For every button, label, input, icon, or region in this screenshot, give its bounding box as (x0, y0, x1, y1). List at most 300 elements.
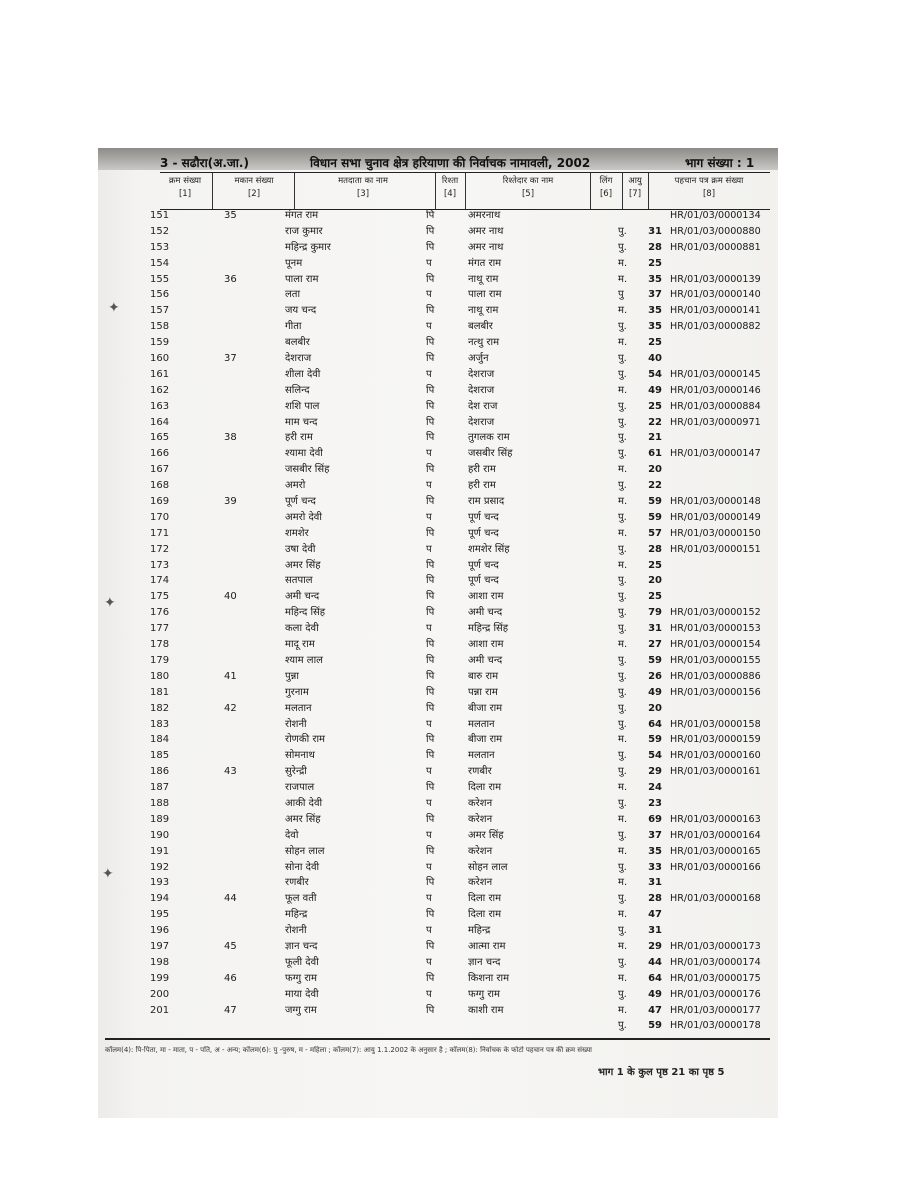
age: 44 (648, 956, 662, 968)
relative-name: करेशन (468, 797, 493, 809)
relation: पि (426, 527, 435, 539)
gender: पु. (618, 750, 627, 762)
relative-name: रणबीर (468, 766, 492, 778)
col-voter-name: मतदाता का नाम [3] (338, 176, 388, 199)
serial-number: 162 (150, 384, 170, 396)
voter-row (140, 399, 770, 415)
serial-number: 175 (150, 591, 170, 603)
epic-number: HR/01/03/0000140 (670, 289, 761, 301)
relation: प (426, 925, 432, 937)
epic-number: HR/01/03/0000882 (670, 321, 761, 333)
gender: पु. (618, 1020, 627, 1032)
age: 25 (648, 257, 662, 269)
house-number: 47 (224, 1004, 237, 1016)
age: 61 (648, 448, 662, 460)
serial-number: 196 (150, 925, 170, 937)
house-number: 45 (224, 940, 237, 952)
serial-number: 170 (150, 511, 170, 523)
voter-row (140, 844, 770, 860)
house-number: 39 (224, 496, 237, 508)
voter-name: मलतान (285, 702, 312, 714)
voter-row (140, 605, 770, 621)
voter-row (140, 907, 770, 923)
voter-name: कला देवी (285, 623, 319, 635)
relative-name: जसबीर सिंह (468, 448, 513, 460)
relative-name: पूर्ण चन्द (468, 575, 499, 587)
relation: प (426, 257, 432, 269)
relative-name: अमर नाथ (468, 241, 504, 253)
serial-number: 198 (150, 956, 170, 968)
relative-name: देश राज (468, 400, 498, 412)
voter-name: पूनम (285, 257, 303, 269)
gender: पु. (618, 718, 627, 730)
epic-number: HR/01/03/0000178 (670, 1020, 761, 1032)
voter-name: शीला देवी (285, 368, 321, 380)
voter-name: देशराज (285, 353, 312, 365)
relative-name: अमर नाथ (468, 225, 504, 237)
serial-number: 172 (150, 543, 170, 555)
gender: पु. (618, 925, 627, 937)
serial-number: 191 (150, 845, 170, 857)
relation: पि (426, 654, 435, 666)
voter-row (140, 446, 770, 462)
age: 31 (648, 225, 662, 237)
relation: पि (426, 607, 435, 619)
voter-name: सोहन लाल (285, 845, 325, 857)
age: 59 (648, 734, 662, 746)
voter-row (140, 860, 770, 876)
age: 37 (648, 829, 662, 841)
voter-row (140, 717, 770, 733)
gender: पु. (618, 400, 627, 412)
voter-name: रणबीर (285, 877, 309, 889)
age: 69 (648, 813, 662, 825)
relation: पि (426, 782, 435, 794)
voter-row (140, 955, 770, 971)
gender: पु. (618, 766, 627, 778)
relation: प (426, 893, 432, 905)
serial-number: 153 (150, 241, 170, 253)
serial-number: 181 (150, 686, 170, 698)
serial-number: 169 (150, 496, 170, 508)
relative-name: अमी चन्द (468, 654, 503, 666)
gender: म. (618, 273, 628, 285)
relative-name: बीजा राम (468, 702, 503, 714)
age: 59 (648, 654, 662, 666)
voter-name: रोशनी (285, 925, 307, 937)
epic-number: HR/01/03/0000156 (670, 686, 761, 698)
relative-name: पूर्ण चन्द (468, 559, 499, 571)
relative-name: मलतान (468, 750, 495, 762)
relative-name: करेशन (468, 845, 493, 857)
gender: म. (618, 909, 628, 921)
relative-name: ज्ञान चन्द (468, 956, 501, 968)
col-house: मकान संख्या [2] (234, 176, 274, 199)
gender: पु. (618, 670, 627, 682)
gender: म. (618, 845, 628, 857)
relation: पि (426, 639, 435, 651)
serial-number: 163 (150, 400, 170, 412)
relation: पि (426, 845, 435, 857)
gender: पु. (618, 829, 627, 841)
voter-name: आकी देवी (285, 797, 323, 809)
relative-name: हरी राम (468, 480, 496, 492)
voter-name: माम चन्द (285, 416, 318, 428)
relative-name: देशराज (468, 368, 495, 380)
relation: प (426, 321, 432, 333)
serial-number: 168 (150, 480, 170, 492)
voter-name: सतपाल (285, 575, 313, 587)
gender: म. (618, 813, 628, 825)
relative-name: हरी राम (468, 464, 496, 476)
epic-number: HR/01/03/0000884 (670, 400, 761, 412)
age: 35 (648, 845, 662, 857)
relation: पि (426, 559, 435, 571)
house-number: 35 (224, 210, 237, 221)
relative-name: पूर्ण चन्द (468, 511, 499, 523)
gender: पु. (618, 591, 627, 603)
footer-note: कॉलम(4): पि-पिता, मा - माता, प - पति, अ - अन्य; कॉलम(6): पु -पुरुष, म - महिला ; कॉलम(7): आयु 1.1.2002 के अनुसार है ; कॉलम(8): निर्वाचक के फोटो पहचान पत्र की क्रम संख्या (105, 1046, 592, 1054)
epic-number: HR/01/03/0000168 (670, 893, 761, 905)
epic-number: HR/01/03/0000160 (670, 750, 761, 762)
age: 25 (648, 559, 662, 571)
gender: पु. (618, 575, 627, 587)
voter-row (140, 589, 770, 605)
serial-number: 193 (150, 877, 170, 889)
relative-name: पन्ना राम (468, 686, 498, 698)
relative-name: आत्मा राम (468, 940, 506, 952)
serial-number: 166 (150, 448, 170, 460)
age: 47 (648, 1004, 662, 1016)
gender: म. (618, 384, 628, 396)
voter-name: शशि पाल (285, 400, 320, 412)
serial-number: 167 (150, 464, 170, 476)
voter-row (140, 621, 770, 637)
relation: प (426, 797, 432, 809)
relative-name: आशा राम (468, 639, 504, 651)
relation: प (426, 543, 432, 555)
serial-number: 173 (150, 559, 170, 571)
constituency-label: 3 - सढौरा(अ.जा.) (160, 156, 249, 170)
age: 21 (648, 432, 662, 444)
gender: पु. (618, 448, 627, 460)
age: 47 (648, 909, 662, 921)
gender: म. (618, 337, 628, 349)
epic-number: HR/01/03/0000153 (670, 623, 761, 635)
relation: पि (426, 400, 435, 412)
voter-name: सोमनाथ (285, 750, 315, 762)
serial-number: 161 (150, 368, 170, 380)
voter-row (140, 780, 770, 796)
age: 22 (648, 480, 662, 492)
voter-name: गुरनाम (285, 686, 309, 698)
age: 27 (648, 639, 662, 651)
gender: पु. (618, 654, 627, 666)
house-number: 37 (224, 353, 237, 365)
voter-row (140, 256, 770, 272)
voter-row (140, 351, 770, 367)
voter-name: पुन्ना (285, 670, 299, 682)
relation: पि (426, 750, 435, 762)
voter-name: अमी चन्द (285, 591, 320, 603)
voter-list (140, 208, 770, 1034)
voter-row (140, 701, 770, 717)
voter-name: मंगत राम (285, 210, 319, 221)
gender: म. (618, 972, 628, 984)
voter-row (140, 812, 770, 828)
relative-name: मलतान (468, 718, 495, 730)
house-number: 46 (224, 972, 237, 984)
relation: प (426, 623, 432, 635)
voter-name: बलबीर (285, 337, 310, 349)
age: 26 (648, 670, 662, 682)
serial-number: 192 (150, 861, 170, 873)
age: 35 (648, 305, 662, 317)
serial-number: 165 (150, 432, 170, 444)
gender: म. (618, 734, 628, 746)
relative-name: नाथू राम (468, 305, 499, 317)
relative-name: देशराज (468, 384, 495, 396)
relation: पि (426, 575, 435, 587)
serial-number: 164 (150, 416, 170, 428)
roll-header (160, 152, 770, 172)
voter-row (140, 240, 770, 256)
voter-name: महिन्द सिंह (285, 607, 326, 619)
voter-row (140, 891, 770, 907)
age: 22 (648, 416, 662, 428)
voter-name: रोणकी राम (285, 734, 326, 746)
relative-name: नत्थु राम (468, 337, 500, 349)
relation: प (426, 511, 432, 523)
voter-row (140, 272, 770, 288)
serial-number: 184 (150, 734, 170, 746)
col-relative-name: रिश्तेदार का नाम [5] (502, 176, 554, 199)
epic-number: HR/01/03/0000158 (670, 718, 761, 730)
age: 24 (648, 782, 662, 794)
voter-name: सलिन्द (285, 384, 310, 396)
scan-mark: ✦ (108, 300, 120, 316)
relative-name: महिन्द्र सिंह (468, 623, 509, 635)
voter-name: रोशनी (285, 718, 307, 730)
voter-row (140, 478, 770, 494)
relative-name: दिला राम (468, 782, 502, 794)
serial-number: 197 (150, 940, 170, 952)
gender: म. (618, 940, 628, 952)
voter-row (140, 367, 770, 383)
house-number: 41 (224, 670, 237, 682)
relation: पि (426, 464, 435, 476)
relation: पि (426, 241, 435, 253)
age: 29 (648, 940, 662, 952)
voter-name: गीता (285, 321, 302, 333)
voter-row (140, 939, 770, 955)
gender: पु. (618, 988, 627, 1000)
age: 49 (648, 988, 662, 1000)
footer-rule (105, 1038, 770, 1040)
relation: पि (426, 210, 435, 221)
gender: पु. (618, 861, 627, 873)
relative-name: किशना राम (468, 972, 510, 984)
voter-name: जय चन्द (285, 305, 317, 317)
age: 25 (648, 591, 662, 603)
voter-row (140, 637, 770, 653)
relative-name: मंगत राम (468, 257, 502, 269)
voter-row (140, 558, 770, 574)
relation: प (426, 988, 432, 1000)
serial-number: 185 (150, 750, 170, 762)
voter-name: राज कुमार (285, 225, 323, 237)
voter-name: सुरेन्द्री (285, 766, 307, 778)
age: 20 (648, 702, 662, 714)
voter-row (140, 748, 770, 764)
epic-number: HR/01/03/0000150 (670, 527, 761, 539)
epic-number: HR/01/03/0000166 (670, 861, 761, 873)
gender: पु. (618, 511, 627, 523)
relation: पि (426, 686, 435, 698)
serial-number: 158 (150, 321, 170, 333)
serial-number: 154 (150, 257, 170, 269)
relation: प (426, 368, 432, 380)
relation: पि (426, 225, 435, 237)
relation: पि (426, 877, 435, 889)
relation: पि (426, 416, 435, 428)
voter-row (140, 653, 770, 669)
col-epic-number: पहचान पत्र क्रम संख्या [8] (674, 176, 744, 199)
voter-row (140, 430, 770, 446)
voter-name: फूली देवी (285, 956, 319, 968)
age: 31 (648, 925, 662, 937)
voter-row (140, 303, 770, 319)
serial-number: 174 (150, 575, 170, 587)
serial-number: 152 (150, 225, 170, 237)
epic-number: HR/01/03/0000174 (670, 956, 761, 968)
voter-row (140, 987, 770, 1003)
gender: म. (618, 1004, 628, 1016)
gender: पु. (618, 893, 627, 905)
gender: पु. (618, 623, 627, 635)
voter-row (140, 669, 770, 685)
gender: पु. (618, 686, 627, 698)
gender: पु. (618, 480, 627, 492)
voter-name: जग्गु राम (285, 1004, 317, 1016)
age: 31 (648, 623, 662, 635)
voter-name: अमर सिंह (285, 813, 321, 825)
epic-number: HR/01/03/0000152 (670, 607, 761, 619)
col-gender: लिंग [6] (599, 176, 613, 199)
voter-row (140, 510, 770, 526)
gender: पु. (618, 416, 627, 428)
voter-row (140, 828, 770, 844)
gender: म. (618, 877, 628, 889)
serial-number: 183 (150, 718, 170, 730)
voter-row (140, 1003, 770, 1019)
relative-name: तुगलक राम (468, 432, 510, 444)
epic-number: HR/01/03/0000148 (670, 496, 761, 508)
epic-number: HR/01/03/0000159 (670, 734, 761, 746)
column-header (160, 172, 770, 210)
age: 20 (648, 464, 662, 476)
relation: पि (426, 702, 435, 714)
age: 37 (648, 289, 662, 301)
age: 57 (648, 527, 662, 539)
voter-name: अमर सिंह (285, 559, 321, 571)
serial-number: 195 (150, 909, 170, 921)
voter-name: पाला राम (285, 273, 319, 285)
voter-name: ज्ञान चन्द (285, 940, 318, 952)
age: 25 (648, 337, 662, 349)
relation: प (426, 766, 432, 778)
relation: पि (426, 591, 435, 603)
serial-number: 190 (150, 829, 170, 841)
voter-name: मादू राम (285, 639, 315, 651)
voter-row (140, 415, 770, 431)
relative-name: करेशन (468, 877, 493, 889)
epic-number: HR/01/03/0000886 (670, 670, 761, 682)
epic-number: HR/01/03/0000154 (670, 639, 761, 651)
relation: प (426, 956, 432, 968)
house-number: 43 (224, 766, 237, 778)
relation: प (426, 289, 432, 301)
relation: पि (426, 1004, 435, 1016)
relative-name: दिला राम (468, 909, 502, 921)
relative-name: महिन्द्र (468, 925, 491, 937)
gender: पु. (618, 321, 627, 333)
relation: पि (426, 813, 435, 825)
relative-name: अर्जुन (468, 353, 489, 365)
gender: पु. (618, 797, 627, 809)
age: 28 (648, 893, 662, 905)
gender: म. (618, 496, 628, 508)
epic-number: HR/01/03/0000175 (670, 972, 761, 984)
part-number: भाग संख्या : 1 (685, 156, 755, 170)
serial-number: 151 (150, 210, 170, 221)
relative-name: दिला राम (468, 893, 502, 905)
age: 64 (648, 718, 662, 730)
voter-name: देवो (285, 829, 299, 841)
epic-number: HR/01/03/0000151 (670, 543, 761, 555)
voter-row (140, 494, 770, 510)
relative-name: सोहन लाल (468, 861, 508, 873)
serial-number: 186 (150, 766, 170, 778)
relative-name: फग्गु राम (468, 988, 500, 1000)
voter-row (140, 685, 770, 701)
age: 31 (648, 877, 662, 889)
gender: पु (618, 289, 624, 301)
house-number: 42 (224, 702, 237, 714)
epic-number: HR/01/03/0000139 (670, 273, 761, 285)
age: 20 (648, 575, 662, 587)
voter-name: अमरो देवी (285, 511, 322, 523)
relation: पि (426, 496, 435, 508)
epic-number: HR/01/03/0000134 (670, 210, 761, 221)
serial-number: 201 (150, 1004, 170, 1016)
serial-number: 171 (150, 527, 170, 539)
voter-row (140, 971, 770, 987)
age: 29 (648, 766, 662, 778)
age: 59 (648, 511, 662, 523)
epic-number: HR/01/03/0000881 (670, 241, 761, 253)
serial-number: 199 (150, 972, 170, 984)
gender: पु. (618, 543, 627, 555)
age: 25 (648, 400, 662, 412)
scan-mark: ✦ (102, 866, 114, 882)
voter-name: महिन्द्र (285, 909, 308, 921)
relation: पि (426, 353, 435, 365)
voter-row (140, 796, 770, 812)
gender: म. (618, 257, 628, 269)
relation: पि (426, 972, 435, 984)
serial-number: 177 (150, 623, 170, 635)
